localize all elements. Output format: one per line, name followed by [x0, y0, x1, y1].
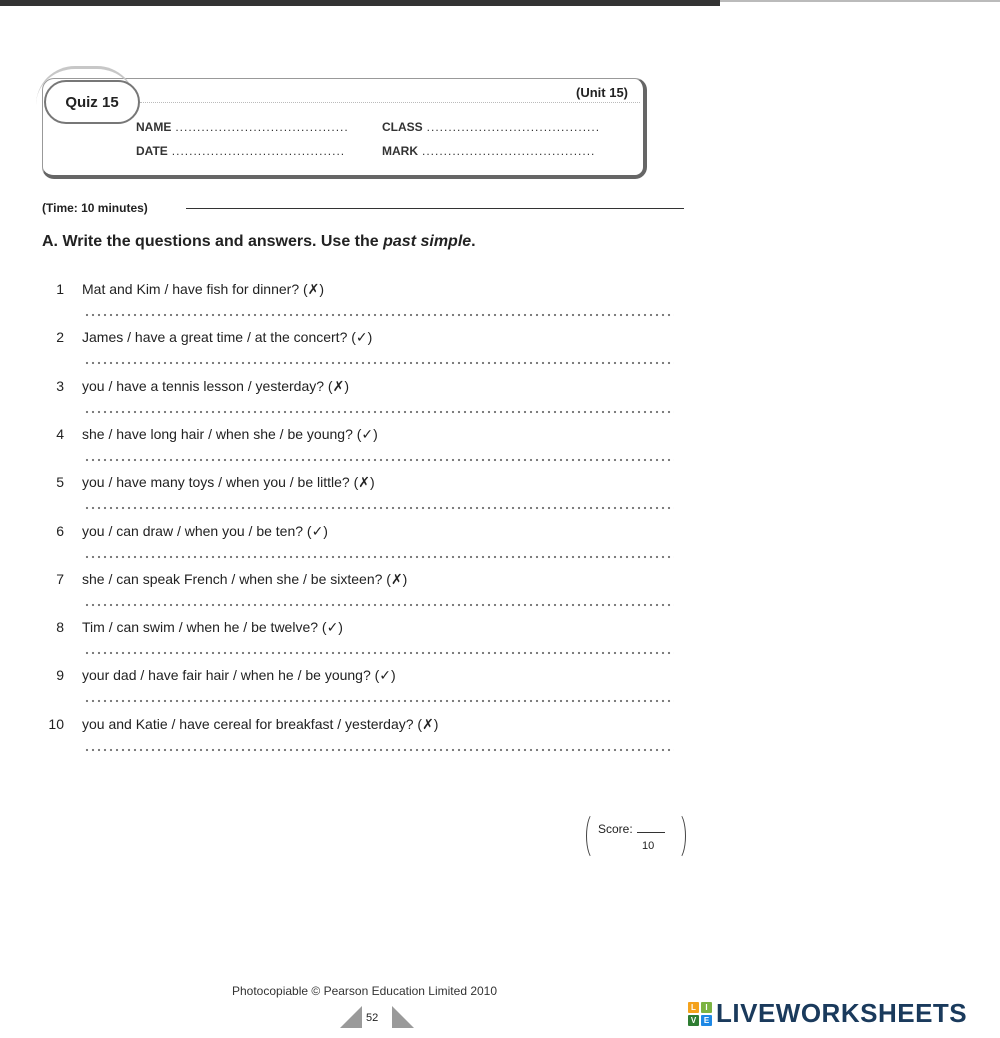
question-prompt: you / can draw / when you / be ten? (✓) [82, 522, 328, 539]
question-item [40, 474, 375, 491]
time-rule [186, 208, 684, 209]
brand-name: LIVEWORKSHEETS [716, 998, 968, 1028]
score-denominator: 10 [642, 840, 655, 852]
logo-tile-l: L [688, 1002, 699, 1013]
question-number: 7 [56, 570, 64, 587]
name-field[interactable] [136, 120, 349, 134]
question-item [40, 716, 438, 733]
section-a-instruction [42, 233, 476, 251]
page-marker-left-icon [340, 1006, 362, 1028]
time-label: (Time: 10 minutes) [42, 201, 148, 215]
question-item [40, 619, 343, 636]
liveworksheets-logo [688, 998, 967, 1029]
question-prompt: your dad / have fair hair / when he / be young? (✓) [82, 667, 396, 684]
question-item [40, 667, 396, 684]
question-number: 8 [56, 619, 64, 636]
answer-line[interactable] [84, 651, 674, 655]
answer-line[interactable] [84, 699, 674, 703]
instruction-suffix: . [471, 233, 476, 250]
date-label: DATE [136, 144, 168, 158]
instruction-emphasis: past simple [383, 233, 472, 250]
scan-top-edge [0, 0, 720, 6]
question-item [40, 329, 372, 346]
score-paren-left [586, 812, 603, 860]
class-field[interactable] [382, 120, 600, 134]
score-label-wrap [598, 822, 665, 836]
question-item [40, 571, 407, 588]
quiz-title: Quiz 15 [44, 80, 140, 124]
answer-line[interactable] [84, 506, 674, 510]
question-item [40, 523, 328, 540]
question-prompt: she / have long hair / when she / be young? (✓) [82, 425, 378, 442]
answer-line[interactable] [84, 410, 674, 414]
question-prompt: she / can speak French / when she / be sixteen? (✗) [82, 570, 408, 587]
question-item [40, 426, 378, 443]
mark-label: MARK [382, 144, 418, 158]
score-blank[interactable] [637, 832, 665, 833]
instruction-prefix: A. Write the questions and answers. Use the [42, 233, 384, 250]
answer-line[interactable] [84, 555, 674, 559]
copyright-footer: Photocopiable © Pearson Education Limited 2010 [232, 984, 498, 998]
name-label: NAME [136, 120, 172, 134]
question-number: 1 [56, 281, 64, 297]
question-item [40, 281, 324, 298]
question-number: 2 [56, 329, 64, 346]
answer-line[interactable] [84, 313, 674, 317]
logo-tile-e: E [701, 1015, 712, 1026]
question-prompt: Mat and Kim / have fish for dinner? (✗) [82, 281, 325, 297]
score-paren-right [669, 812, 686, 860]
mark-field[interactable] [382, 144, 595, 158]
answer-line[interactable] [84, 603, 674, 607]
liveworksheets-grid-icon [688, 1002, 712, 1026]
logo-tile-i: I [701, 1002, 712, 1013]
question-number: 5 [56, 474, 64, 491]
class-label: CLASS [382, 120, 423, 134]
question-prompt: you / have a tennis lesson / yesterday? (✗) [82, 377, 349, 394]
question-number: 4 [56, 425, 64, 442]
answer-line[interactable] [84, 361, 674, 365]
page-number: 52 [366, 1012, 379, 1024]
date-dots: ........................................ [171, 144, 346, 158]
score-label: Score: [598, 822, 633, 836]
question-number: 3 [56, 377, 64, 394]
question-number: 6 [56, 522, 64, 539]
question-number: 10 [48, 715, 64, 732]
question-number: 9 [56, 667, 64, 684]
answer-line[interactable] [84, 748, 674, 752]
logo-tile-v: V [688, 1015, 699, 1026]
question-prompt: Tim / can swim / when he / be twelve? (✓) [82, 619, 343, 636]
date-field[interactable] [136, 144, 345, 158]
class-dots: ........................................ [426, 120, 601, 134]
question-prompt: you and Katie / have cereal for breakfast / yesterday? (✗) [82, 715, 439, 732]
score-box [586, 812, 686, 862]
unit-label: (Unit 15) [576, 85, 628, 100]
scan-top-edge-fade [720, 0, 1000, 2]
question-item [40, 378, 349, 395]
header-rule [140, 102, 640, 103]
name-dots: ........................................ [175, 120, 349, 134]
question-prompt: you / have many toys / when you / be little? (✗) [82, 474, 375, 491]
question-prompt: James / have a great time / at the concert? (✓) [82, 329, 373, 346]
page-marker-right-icon [392, 1006, 414, 1028]
answer-line[interactable] [84, 458, 674, 462]
mark-dots: ........................................ [422, 144, 596, 158]
